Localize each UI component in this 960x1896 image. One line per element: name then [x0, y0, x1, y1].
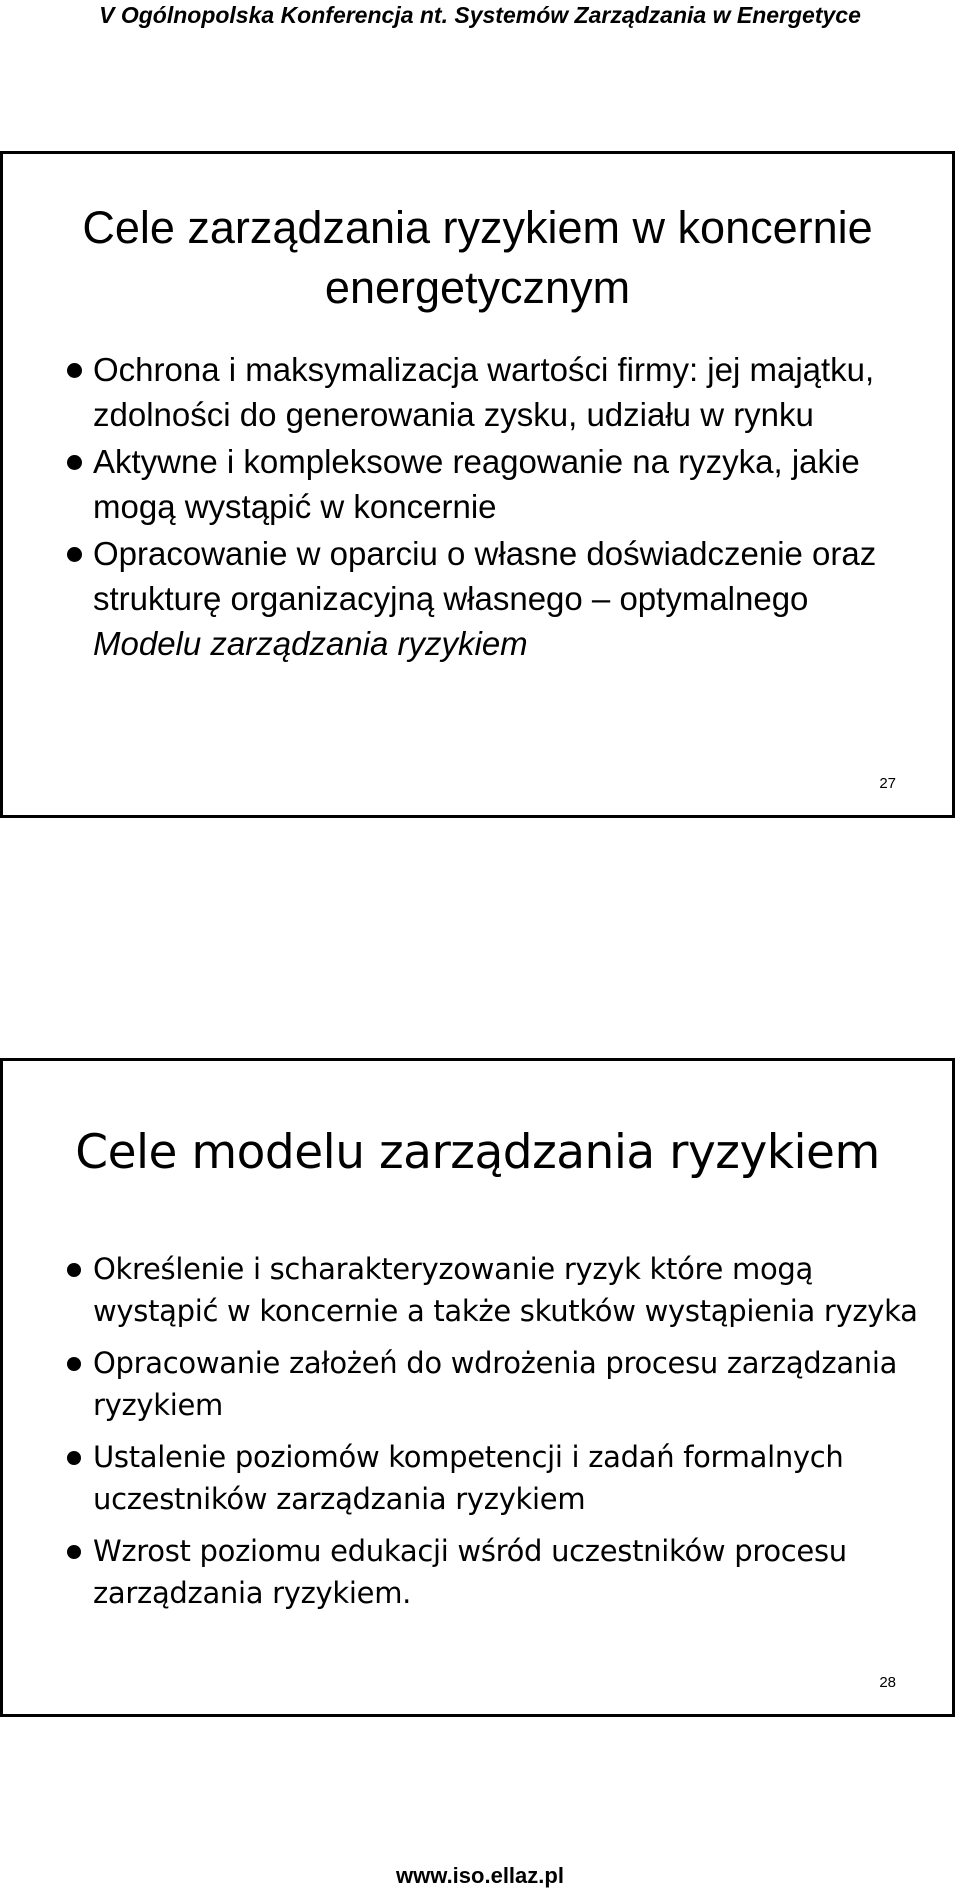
slide-number: 27 — [879, 775, 896, 792]
bullet-item — [93, 1530, 922, 1614]
bullet-text: Ustalenie poziomów kompetencji i zadań formalnych uczestników zarządzania ryzykiem — [93, 1440, 844, 1516]
bullet-dot-icon — [67, 1545, 81, 1559]
slide-title — [23, 1123, 932, 1183]
slide-title-line-2: energetycznym — [324, 262, 631, 313]
bullet-emphasis-text: Modelu zarządzania ryzykiem — [93, 625, 528, 662]
bullet-dot-icon — [67, 455, 82, 470]
bullet-text: Wzrost poziomu edukacji wśród uczestników procesu zarządzania ryzykiem. — [93, 1534, 847, 1610]
bullet-item — [93, 531, 922, 666]
bullet-text: Opracowanie założeń do wdrożenia procesu zarządzania ryzykiem — [93, 1346, 898, 1422]
bullet-dot-icon — [67, 1263, 81, 1277]
slide-title-line-1: Cele modelu zarządzania ryzykiem — [75, 1125, 880, 1180]
bullet-dot-icon — [67, 1357, 81, 1371]
bullet-list — [93, 1248, 922, 1624]
bullet-item — [93, 1342, 922, 1426]
slide-title — [23, 198, 932, 318]
bullet-dot-icon — [67, 547, 82, 562]
slide-title-line-1: Cele zarządzania ryzykiem w koncernie — [82, 202, 873, 253]
bullet-text: Opracowanie w oparciu o własne doświadczenie oraz strukturę organizacyjną własnego – optymalnego — [93, 535, 877, 617]
bullet-dot-icon — [67, 1451, 81, 1465]
bullet-text: Aktywne i kompleksowe reagowanie na ryzyka, jakie mogą wystąpić w koncernie — [93, 443, 860, 525]
page-header: V Ogólnopolska Konferencja nt. Systemów Zarządzania w Energetyce — [99, 2, 861, 28]
bullet-text: Ochrona i maksymalizacja wartości firmy: jej majątku, zdolności do generowania zysku, udziału w rynku — [93, 351, 875, 433]
bullet-list — [93, 347, 922, 668]
footer-url: www.iso.ellaz.pl — [396, 1863, 564, 1888]
bullet-dot-icon — [67, 363, 82, 378]
bullet-item — [93, 1248, 922, 1332]
bullet-text: Określenie i scharakteryzowanie ryzyk które mogą wystąpić w koncernie a także skutków wystąpienia ryzyka — [93, 1252, 918, 1328]
slide-27 — [0, 151, 955, 818]
bullet-item — [93, 439, 922, 529]
slide-28 — [0, 1058, 955, 1717]
bullet-item — [93, 1436, 922, 1520]
slide-number: 28 — [879, 1674, 896, 1691]
bullet-item — [93, 347, 922, 437]
